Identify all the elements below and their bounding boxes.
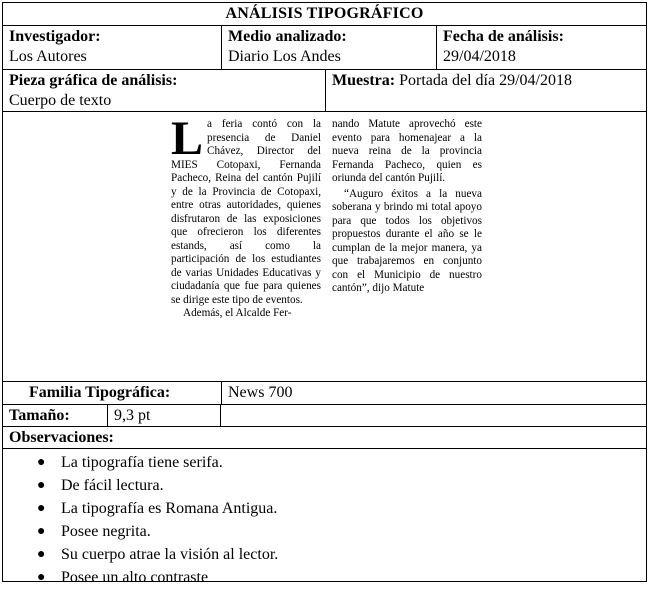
familia-value-cell [221,382,646,404]
clipping-paragraph-2 [171,307,321,321]
clipping-paragraph-3 [332,118,482,186]
investigador-value: Los Autores [9,48,87,65]
tamano-label: Tamaño: [9,407,70,424]
page-title: ANÁLISIS TIPOGRÁFICO [225,5,424,22]
muestra-cell [325,70,646,111]
bullet-icon: ● [37,478,46,493]
tamano-value-cell [107,405,221,426]
bullet-icon: ● [37,547,46,562]
list-item: ● Su cuerpo atrae la visión al lector. [3,543,646,566]
muestra-line [332,71,646,91]
familia-label-cell [3,382,221,404]
observaciones-list [3,451,646,589]
investigador-label: Investigador: [9,28,101,45]
fecha-value: 29/04/2018 [443,48,516,65]
pieza-label: Pieza gráfica de análisis: [9,72,178,89]
muestra-label: Muestra: [332,72,396,89]
bullet-icon: ● [37,524,46,539]
tamano-row [3,405,646,427]
muestra-value: Portada del día 29/04/2018 [399,72,572,89]
list-item: ● La tipografía tiene serifa. [3,451,646,474]
sample-row [3,112,646,382]
familia-label: Familia Tipográfica: [29,384,171,401]
clipping-column-2 [332,118,482,296]
observaciones-body [3,450,646,586]
pieza-cell [3,70,325,111]
title-row [3,3,646,26]
clipping-dropcap: L [171,112,204,165]
bullet-icon: ● [37,570,46,585]
medio-cell [221,26,436,69]
clipping-column-1 [171,112,321,321]
clipping-col1-p2: Además, el Alcalde Fer- [183,307,292,319]
list-item: ● Posee negrita. [3,520,646,543]
bullet-icon: ● [37,455,46,470]
analysis-sheet [2,2,647,586]
familia-row [3,382,646,405]
list-item: ● La tipografía es Romana Antigua. [3,497,646,520]
pieza-row [3,70,646,112]
fecha-label: Fecha de análisis: [443,28,564,45]
observaciones-label: Observaciones: [9,429,114,446]
header-row [3,26,646,70]
medio-value: Diario Los Andes [228,48,341,65]
tamano-value: 9,3 pt [114,407,151,424]
clipping-col2-p1: nando Matute aprovechó este evento para homenajear a la nueva reina de la provincia Fernanda Pacheco, quien es oriunda del cantón Pujilí. [332,118,482,184]
medio-label: Medio analizado: [228,28,347,45]
investigador-cell [3,26,221,69]
bullet-icon: ● [37,501,46,516]
clipping-col2-p2: “Auguro éxitos a la nueva soberana y brindo mi total apoyo para que todos los objetivos propuestos durante el año se le cumplan de la mejor manera, ya que trabajaremos en conjunto con el Municipio de nuestro cantón”, dijo Matute [332,187,482,294]
list-item: ● Posee un alto contraste [3,566,646,589]
familia-value: News 700 [228,384,293,401]
clipping-paragraph-1 [171,112,321,307]
clipping-col1-p1: a feria contó con la presencia de Daniel Chávez, Director del MIES Cotopaxi, Fernanda Pacheco, Reina del cantón Pujilí y de la Provincia de Cotopaxi, entre otras autoridades, quienes disfrutaron de las exposiciones que ofrecieron los diferentes estands, así como la participación de los estudiantes de varias Unidades Educativas y ciudadanía que fue para quienes se dirige este tipo de eventos. [171,118,321,306]
pieza-value: Cuerpo de texto [9,92,112,109]
clipping-paragraph-4 [332,188,482,296]
observaciones-row [3,427,646,449]
list-item: ● De fácil lectura. [3,474,646,497]
fecha-cell [436,26,646,69]
tamano-label-cell [3,405,107,426]
